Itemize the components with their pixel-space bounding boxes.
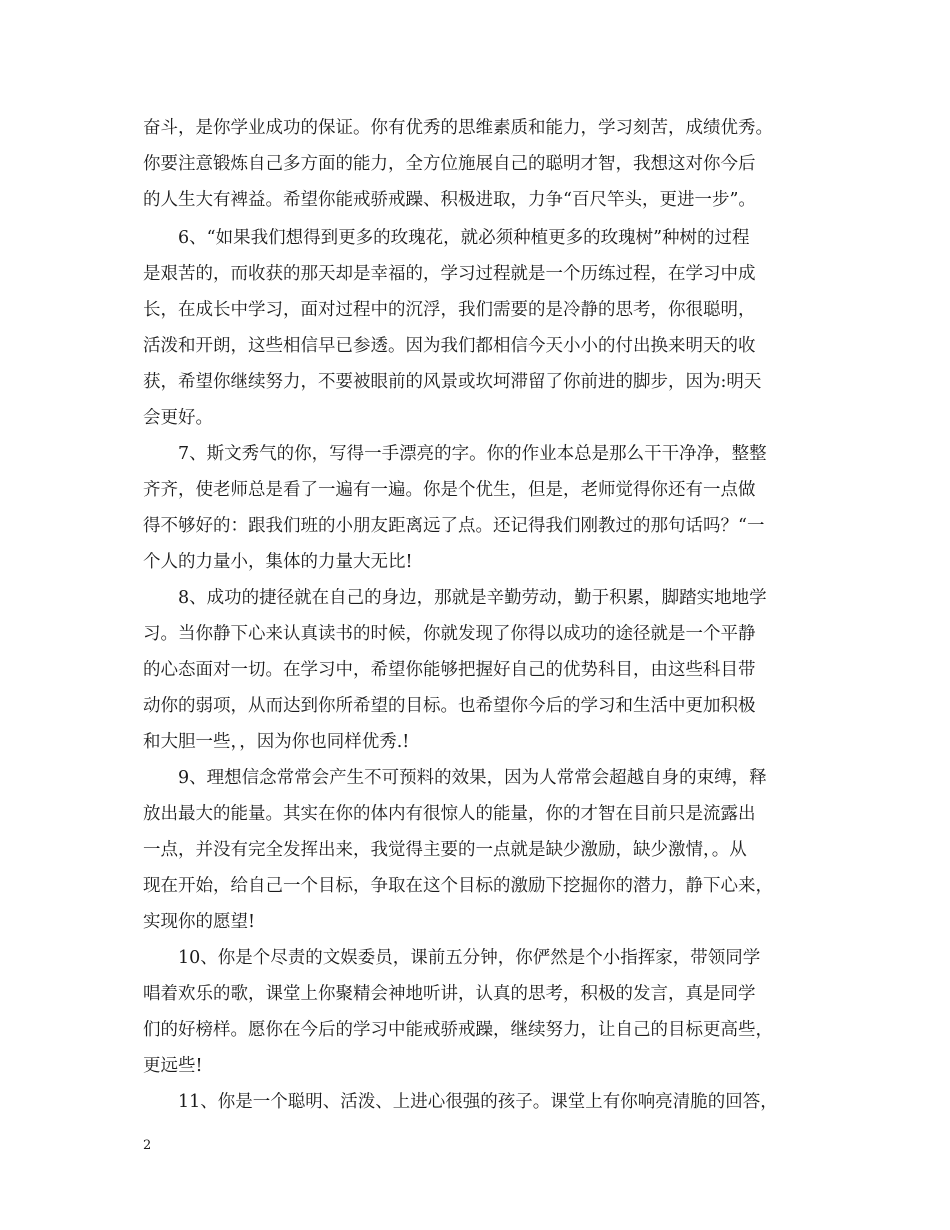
text-line: 长，在成长中学习，面对过程中的沉浮，我们需要的是冷静的思考，你很聪明， (143, 300, 756, 320)
text-line: 个人的力量小，集体的力量大无比! (143, 552, 413, 572)
text-line: 实现你的愿望! (143, 912, 256, 932)
text-line: 动你的弱项，从而达到你所希望的目标。也希望你今后的学习和生活中更加积极 (143, 696, 756, 716)
text-line: 习。当你静下心来认真读书的时候，你就发现了你得以成功的途径就是一个平静 (143, 624, 756, 644)
text-line: 活泼和开朗，这些相信早已参透。因为我们都相信今天小小的付出换来明天的收 (143, 336, 756, 356)
text-line: 们的好榜样。愿你在今后的学习中能戒骄戒躁，继续努力，让自己的目标更高些， (143, 1020, 773, 1040)
text-line: 是艰苦的，而收获的那天却是幸福的，学习过程就是一个历练过程，在学习中成 (143, 264, 756, 284)
paragraph-10-start: 10、你是个尽责的文娱委员，课前五分钟，你俨然是个小指挥家，带领同学 (178, 948, 761, 968)
text-line: 和大胆一些，，因为你也同样优秀.! (143, 732, 410, 752)
text-line: 奋斗，是你学业成功的保证。你有优秀的思维素质和能力，学习刻苦，成绩优秀。 (143, 118, 773, 138)
text-line: 放出最大的能量。其实在你的体内有很惊人的能量，你的才智在目前只是流露出 (143, 804, 756, 824)
text-line: 的人生大有裨益。希望你能戒骄戒躁、积极进取，力争“百尺竿头，更进一步”。 (143, 190, 756, 210)
paragraph-8-start: 8、成功的捷径就在自己的身边，那就是辛勤劳动，勤于积累，脚踏实地地学 (178, 588, 767, 608)
paragraph-9-start: 9、理想信念常常会产生不可预料的效果，因为人常常会超越自身的束缚，释 (178, 768, 767, 788)
text-line: 现在开始，给自己一个目标，争取在这个目标的激励下挖掘你的潜力，静下心来， (143, 876, 773, 896)
text-line: 齐齐，使老师总是看了一遍有一遍。你是个优生，但是，老师觉得你还有一点做 (143, 480, 756, 500)
text-line: 获，希望你继续努力，不要被眼前的风景或坎坷滞留了你前进的脚步，因为:明天 (143, 372, 762, 392)
text-line: 唱着欢乐的歌，课堂上你聚精会神地听讲，认真的思考，积极的发言，真是同学 (143, 984, 756, 1004)
text-line: 一点，并没有完全发挥出来，我觉得主要的一点就是缺少激励，缺少激情，。从 (143, 840, 747, 860)
paragraph-7-start: 7、斯文秀气的你，写得一手漂亮的字。你的作业本总是那么干干净净，整整 (178, 444, 767, 464)
text-line: 你要注意锻炼自己多方面的能力，全方位施展自己的聪明才智，我想这对你今后 (143, 154, 756, 174)
paragraph-11-start: 11、你是一个聪明、活泼、上进心很强的孩子。课堂上有你响亮清脆的回答， (178, 1092, 778, 1112)
page-number: 2 (143, 1138, 152, 1153)
text-line: 得不够好的：跟我们班的小朋友距离远了点。还记得我们刚教过的那句话吗？“一 (143, 516, 765, 536)
text-line: 更远些! (143, 1056, 203, 1076)
text-line: 会更好。 (143, 408, 213, 428)
paragraph-6-start: 6、“如果我们想得到更多的玫瑰花，就必须种植更多的玫瑰树”种树的过程 (178, 228, 750, 248)
text-line: 的心态面对一切。在学习中，希望你能够把握好自己的优势科目，由这些科目带 (143, 660, 756, 680)
